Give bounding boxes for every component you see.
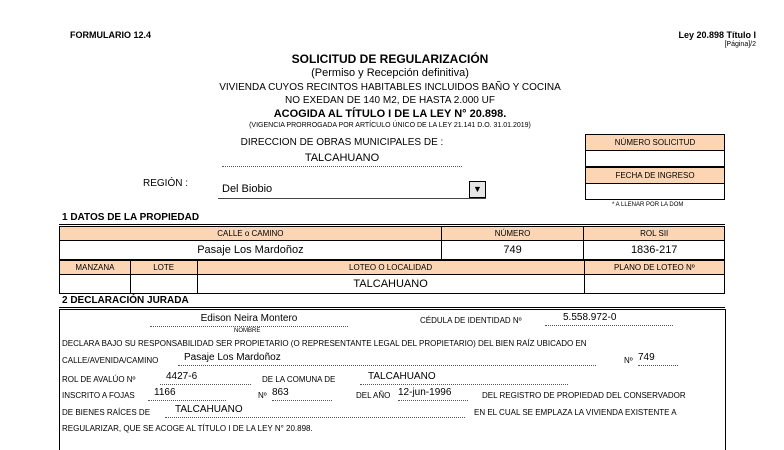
cedula-label: CÉDULA DE IDENTIDAD Nº — [420, 316, 522, 325]
calle-declaration-value[interactable]: Pasaje Los Mardoñoz — [178, 352, 596, 366]
dom-note: * A LLENAR POR LA DOM — [612, 202, 684, 208]
numero-value[interactable]: 749 — [441, 241, 584, 260]
form-code: FORMULARIO 12.4 — [70, 30, 152, 40]
header-lote: LOTE — [130, 261, 197, 275]
cedula-value[interactable]: 5.558.972-0 — [545, 312, 673, 326]
lote-value[interactable] — [130, 275, 197, 294]
rol-sii-value[interactable]: 1836-217 — [584, 241, 725, 260]
municipal-label: DIRECCION DE OBRAS MUNICIPALES DE : — [240, 137, 444, 148]
fojas-label: INSCRITO A FOJAS — [62, 391, 135, 400]
calle-label: CALLE/AVENIDA/CAMINO — [62, 356, 159, 365]
fecha-ingreso-field[interactable] — [585, 183, 725, 200]
section1-rule — [59, 224, 725, 225]
emplaza-text: EN EL CUAL SE EMPLAZA LA VIVIENDA EXISTENTE A — [474, 408, 677, 417]
rol-label: ROL DE AVALÚO Nº — [62, 375, 136, 384]
numero-solicitud-field[interactable] — [585, 150, 725, 167]
declara-text: DECLARA BAJO SU RESPONSABILIDAD SER PROPIETARIO (O REPRESENTANTE LEGAL DEL PROPIETARIO) DEL BIEN RAÍZ UBICADO EN — [62, 339, 587, 348]
header-plano-loteo: PLANO DE LOTEO Nº — [584, 261, 724, 275]
bienes-value[interactable]: TALCAHUANO — [165, 404, 465, 418]
anio-value[interactable]: 12-jun-1996 — [398, 387, 468, 401]
anio-label: DEL AÑO — [356, 391, 391, 400]
section2-heading: 2 DECLARACIÓN JURADA — [62, 295, 189, 306]
title-line-5: ACOGIDA AL TÍTULO I DE LA LEY N° 20.898. — [273, 108, 507, 120]
title-line-6: (VIGENCIA PRORROGADA POR ARTÍCULO ÚNICO DE LA LEY 21.141 D.O. 31.01.2019) — [249, 122, 531, 129]
rol-avaluo-value[interactable]: 4427-6 — [160, 371, 251, 385]
title-line-4: NO EXEDAN DE 140 M2, DE HASTA 2.000 UF — [285, 95, 495, 106]
registro-text: DEL REGISTRO DE PROPIEDAD DEL CONSERVADOR — [482, 391, 686, 400]
plano-loteo-value[interactable] — [584, 275, 724, 294]
loteo-value[interactable]: TALCAHUANO — [197, 275, 584, 294]
header-rol-sii: ROL SII — [584, 227, 725, 241]
num2-value[interactable]: 863 — [272, 387, 332, 401]
law-reference: Ley 20.898 Título I — [678, 30, 756, 40]
header-numero: NÚMERO — [441, 227, 584, 241]
numero-solicitud-label: NÚMERO SOLICITUD — [585, 134, 725, 151]
header-manzana: MANZANA — [60, 261, 131, 275]
property-table-row1 — [59, 226, 725, 260]
numero-label: Nº — [624, 356, 633, 365]
section2-rule — [59, 307, 725, 308]
num2-label: Nº — [258, 391, 267, 400]
region-label: REGIÓN : — [143, 178, 189, 189]
region-selected-value: Del Biobio — [222, 183, 273, 195]
page-label: [Página]/2 — [724, 41, 756, 48]
section1-heading: 1 DATOS DE LA PROPIEDAD — [62, 212, 200, 223]
form-subtitle: (Permiso y Recepción definitiva) — [311, 67, 469, 79]
bienes-label: DE BIENES RAÍCES DE — [62, 408, 151, 417]
nombre-label: NOMBRE — [234, 328, 261, 334]
regularizar-text: REGULARIZAR, QUE SE ACOGE AL TÍTULO I DE LA LEY N° 20.898. — [62, 424, 313, 433]
header-loteo: LOTEO O LOCALIDAD — [197, 261, 584, 275]
header-calle: CALLE o CAMINO — [60, 227, 442, 241]
comuna-value[interactable]: TALCAHUANO — [360, 371, 568, 385]
form-title: SOLICITUD DE REGULARIZACIÓN — [291, 52, 489, 66]
fecha-ingreso-label: FECHA DE INGRESO — [585, 167, 725, 184]
property-table-row2 — [59, 260, 725, 294]
manzana-value[interactable] — [60, 275, 131, 294]
chevron-down-icon[interactable]: ▼ — [469, 181, 486, 198]
numero-declaration-value[interactable]: 749 — [638, 352, 678, 366]
municipal-value: TALCAHUANO — [222, 152, 462, 167]
region-select[interactable] — [218, 181, 486, 199]
calle-value[interactable]: Pasaje Los Mardoñoz — [60, 241, 442, 260]
title-line-3: VIVIENDA CUYOS RECINTOS HABITABLES INCLUIDOS BAÑO Y COCINA — [219, 82, 561, 93]
comuna-label: DE LA COMUNA DE — [262, 375, 336, 384]
nombre-value[interactable]: Edison Neira Montero — [150, 313, 348, 327]
fojas-value[interactable]: 1166 — [148, 387, 226, 401]
